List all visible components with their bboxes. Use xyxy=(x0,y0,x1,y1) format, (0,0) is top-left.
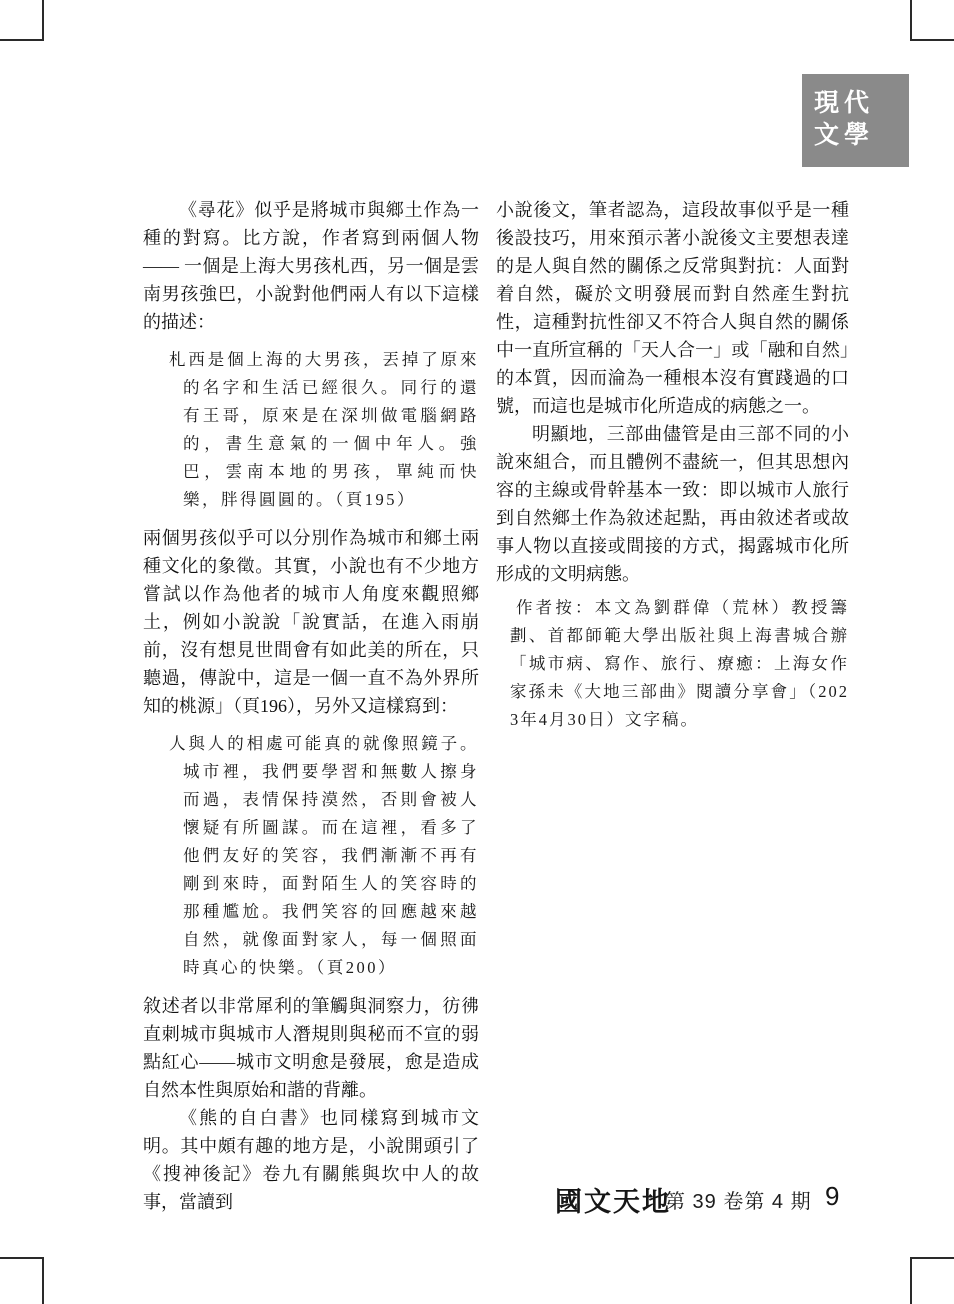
issue-info: 第 39 卷第 4 期 xyxy=(665,1191,812,1213)
block-quote: 札西是個上海的大男孩，丟掉了原來的名字和生活已經很久。同行的還有王哥，原來是在深圳做電腦網路的，書生意氣的一個中年人。強巴，雲南本地的男孩，單純而快樂，胖得圓圓的。（頁195） xyxy=(169,350,479,509)
journal-logo: 國文天地 xyxy=(555,1187,671,1217)
crop-mark-top-right xyxy=(910,0,954,41)
paragraph: 《熊的自白書》也同樣寫到城市文明。其中頗有趣的地方是，小說開頭引了《搜神後記》卷九有關熊與坎中人的故事，當讀到 xyxy=(143,1108,479,1212)
section-tab-line1: 現代 xyxy=(814,89,875,117)
page-number: 9 xyxy=(825,1181,840,1211)
crop-mark-top-left xyxy=(0,0,44,41)
crop-mark-bottom-right xyxy=(910,1257,954,1304)
paragraph: 敘述者以非常犀利的筆觸與洞察力，彷彿直刺城市與城市人潛規則與秘而不宣的弱點紅心——城市文明愈是發展，愈是造成自然本性與原始和諧的背離。 xyxy=(143,996,479,1100)
paragraph: 小說後文，筆者認為，這段故事似乎是一種後設技巧，用來預示著小說後文主要想表達的是人與自然的關係之反常與對抗：人面對着自然，礙於文明發展而對自然產生對抗性，這種對抗性卻又不符合人與自然的關係中一直所宣稱的「天人合一」或「融和自然」的本質，因而淪為一種根本沒有實踐過的口號，而這也是城市化所造成的病態之一。 xyxy=(496,200,849,416)
crop-mark-bottom-left xyxy=(0,1257,44,1304)
page-footer xyxy=(0,1180,954,1216)
paragraph: 兩個男孩似乎可以分別作為城市和鄉土兩種文化的象徵。其實，小說也有不少地方嘗試以作為他者的城市人角度來觀照鄉土，例如小說說「說實話，在進入雨崩前，沒有想見世間會有如此美的所在，只聽過，傳說中，這是一個一直不為外界所知的桃源」（頁196），另外又這樣寫到： xyxy=(143,528,479,716)
author-note: 作者按：本文為劉群偉（荒林）教授籌劃、首都師範大學出版社與上海書城合辦「城市病、寫作、旅行、療癒：上海女作家孫未《大地三部曲》閱讀分享會」（2023年4月30日）文字稿。 xyxy=(510,598,849,729)
section-tab-line2: 文學 xyxy=(814,121,875,149)
right-column xyxy=(496,196,849,1216)
section-tab xyxy=(802,74,909,167)
paragraph: 《尋花》似乎是將城市與鄉土作為一種的對寫。比方說，作者寫到兩個人物—— 一個是上海大男孩札西，另一個是雲南男孩強巴，小說對他們兩人有以下這樣的描述： xyxy=(143,200,479,332)
article-content xyxy=(143,196,849,1216)
block-quote: 人與人的相處可能真的就像照鏡子。城市裡，我們要學習和無數人擦身而過，表情保持漠然，否則會被人懷疑有所圖謀。而在這裡，看多了他們友好的笑容，我們漸漸不再有剛到來時，面對陌生人的笑容時的那種尷尬。我們笑容的回應越來越自然，就像面對家人，每一個照面時真心的快樂。（頁200） xyxy=(169,734,479,977)
left-column xyxy=(143,196,479,1216)
paragraph: 明顯地，三部曲儘管是由三部不同的小說來組合，而且體例不盡統一，但其思想內容的主線或骨幹基本一致：即以城市人旅行到自然鄉土作為敘述起點，再由敘述者或故事人物以直接或間接的方式，揭露城市化所形成的文明病態。 xyxy=(496,424,849,584)
